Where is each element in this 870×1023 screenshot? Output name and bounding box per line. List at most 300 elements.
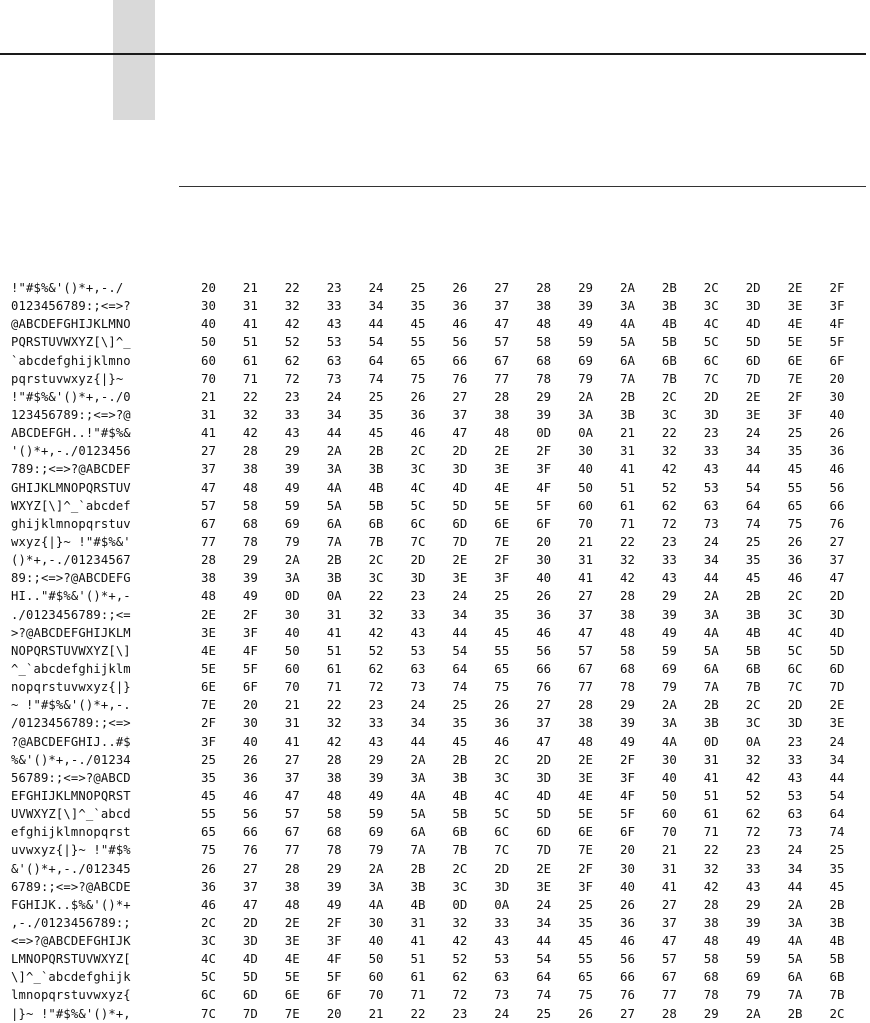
hex-cell: 3F bbox=[536, 461, 552, 477]
hex-cell: 5D bbox=[242, 969, 258, 985]
hex-cell: 48 bbox=[242, 479, 258, 495]
hex-cell: 3E bbox=[787, 298, 803, 314]
hex-cell: 60 bbox=[201, 352, 216, 368]
dump-row bbox=[0, 388, 870, 406]
ascii-text: &'()*+,-./012345 bbox=[11, 861, 131, 876]
hex-cell: 76 bbox=[620, 987, 635, 1003]
hex-cell: 6C bbox=[787, 660, 803, 676]
hex-cell: 55 bbox=[201, 806, 216, 822]
hex-cell: 41 bbox=[703, 769, 719, 785]
hex-cell: 48 bbox=[620, 624, 635, 640]
hex-cell: 55 bbox=[787, 479, 803, 495]
hex-cell: 44 bbox=[703, 570, 719, 586]
hex-cell: 5B bbox=[829, 951, 845, 967]
hex-cell: 4D bbox=[242, 951, 258, 967]
hex-cell: 69 bbox=[745, 969, 761, 985]
hex-cell: 53 bbox=[410, 642, 426, 658]
hex-cell: 47 bbox=[494, 316, 510, 332]
hex-cell: 30 bbox=[242, 715, 258, 731]
hex-cell: 7C bbox=[703, 370, 719, 386]
hex-cell: 20 bbox=[326, 1005, 342, 1021]
hex-cell: 74 bbox=[536, 987, 552, 1003]
hex-cell: 75 bbox=[410, 370, 426, 386]
hex-cell: 74 bbox=[368, 370, 384, 386]
ascii-text: uvwxyz{|}~ !"#$% bbox=[11, 843, 131, 858]
hex-cell: 33 bbox=[661, 552, 677, 568]
hex-cell: 5F bbox=[536, 497, 552, 513]
hex-cell: 6F bbox=[242, 679, 258, 695]
dump-row bbox=[0, 370, 870, 388]
hex-cell: 6C bbox=[494, 824, 510, 840]
hex-cell: 41 bbox=[578, 570, 594, 586]
hex-cell: 59 bbox=[578, 334, 594, 350]
hex-cell: 21 bbox=[578, 533, 594, 549]
hex-cell: 34 bbox=[745, 443, 761, 459]
hex-cell: 66 bbox=[829, 497, 845, 513]
hex-cell: 4A bbox=[703, 624, 719, 640]
hex-cell: 7E bbox=[578, 842, 594, 858]
hex-cell: 36 bbox=[201, 878, 216, 894]
dump-row bbox=[0, 986, 870, 1004]
hex-cell: 26 bbox=[494, 697, 510, 713]
hex-cell: 65 bbox=[494, 660, 510, 676]
hex-cell: 35 bbox=[829, 860, 845, 876]
hex-cell: 33 bbox=[410, 606, 426, 622]
hex-cell: 0D bbox=[536, 425, 552, 441]
hex-cell: 3F bbox=[787, 406, 803, 422]
hex-cell: 0D bbox=[703, 733, 719, 749]
hex-cell: 4B bbox=[452, 787, 468, 803]
hex-cell: 36 bbox=[787, 552, 803, 568]
hex-cell: 29 bbox=[745, 896, 761, 912]
chapter-tab-marker bbox=[113, 0, 155, 120]
ascii-text: /0123456789:;<=> bbox=[11, 716, 131, 731]
hex-cell: 2A bbox=[703, 588, 719, 604]
hex-cell: 6C bbox=[201, 987, 216, 1003]
hex-cell: 47 bbox=[284, 787, 300, 803]
ascii-text: PQRSTUVWXYZ[\]^_ bbox=[11, 335, 131, 350]
hex-cell: 28 bbox=[703, 896, 719, 912]
ascii-text: >?@ABCDEFGHIJKLM bbox=[11, 625, 131, 640]
hex-cell: 73 bbox=[410, 679, 426, 695]
hex-cell: 5A bbox=[410, 806, 426, 822]
hex-cell: 0D bbox=[452, 896, 468, 912]
hex-cell: 46 bbox=[201, 896, 216, 912]
hex-cell: 4F bbox=[536, 479, 552, 495]
hex-cell: 3F bbox=[494, 570, 510, 586]
hex-cell: 58 bbox=[326, 806, 342, 822]
hex-cell: 59 bbox=[284, 497, 300, 513]
dump-row bbox=[0, 460, 870, 478]
hex-cell: 43 bbox=[326, 316, 342, 332]
hex-cell: 5C bbox=[201, 969, 216, 985]
hex-cell: 44 bbox=[745, 461, 761, 477]
hex-cell: 28 bbox=[494, 388, 510, 404]
hex-cell: 49 bbox=[242, 588, 258, 604]
hex-cell: 33 bbox=[326, 298, 342, 314]
hex-cell: 37 bbox=[452, 406, 468, 422]
hex-cell: 39 bbox=[578, 298, 594, 314]
hex-cell: 24 bbox=[787, 842, 803, 858]
hex-cell: 7C bbox=[494, 842, 510, 858]
hex-cell: 3B bbox=[410, 878, 426, 894]
hex-cell: 4A bbox=[410, 787, 426, 803]
hex-cell: 7A bbox=[326, 533, 342, 549]
hex-cell: 37 bbox=[578, 606, 594, 622]
hex-cell: 3E bbox=[829, 715, 845, 731]
hex-cell: 3D bbox=[452, 461, 468, 477]
hex-cell: 25 bbox=[452, 697, 468, 713]
hex-cell: 34 bbox=[452, 606, 468, 622]
hex-cell: 5B bbox=[368, 497, 384, 513]
hex-cell: 75 bbox=[201, 842, 216, 858]
hex-cell: 6C bbox=[410, 515, 426, 531]
hex-cell: 68 bbox=[536, 352, 552, 368]
hex-cell: 4A bbox=[326, 479, 342, 495]
hex-cell: 7A bbox=[620, 370, 635, 386]
hex-cell: 35 bbox=[494, 606, 510, 622]
hex-cell: 64 bbox=[368, 352, 384, 368]
hex-cell: 46 bbox=[410, 425, 426, 441]
hex-cell: 72 bbox=[284, 370, 300, 386]
hex-cell: 63 bbox=[494, 969, 510, 985]
hex-cell: 24 bbox=[410, 697, 426, 713]
hex-cell: 22 bbox=[703, 842, 719, 858]
hex-cell: 23 bbox=[745, 842, 761, 858]
hex-cell: 21 bbox=[242, 280, 258, 295]
hex-cell: 78 bbox=[620, 679, 635, 695]
dump-row bbox=[0, 297, 870, 315]
hex-cell: 60 bbox=[368, 969, 384, 985]
ascii-text: 0123456789:;<=>? bbox=[11, 299, 131, 314]
hex-cell: 44 bbox=[452, 624, 468, 640]
hex-cell: 49 bbox=[368, 787, 384, 803]
hex-cell: 2B bbox=[452, 751, 468, 767]
hex-cell: 32 bbox=[620, 552, 635, 568]
hex-cell: 26 bbox=[829, 425, 845, 441]
dump-row bbox=[0, 823, 870, 841]
hex-cell: 55 bbox=[578, 951, 594, 967]
hex-cell: 23 bbox=[410, 588, 426, 604]
hex-cell: 5D bbox=[452, 497, 468, 513]
hex-cell: 6F bbox=[326, 987, 342, 1003]
hex-cell: 6F bbox=[829, 352, 845, 368]
hex-cell: 49 bbox=[745, 933, 761, 949]
hex-cell: 36 bbox=[829, 443, 845, 459]
hex-cell: 48 bbox=[578, 733, 594, 749]
hex-cell: 53 bbox=[703, 479, 719, 495]
dump-row bbox=[0, 569, 870, 587]
hex-cell: 21 bbox=[661, 842, 677, 858]
dump-row bbox=[0, 497, 870, 515]
hex-cell: 4A bbox=[787, 933, 803, 949]
hex-cell: 25 bbox=[536, 1005, 552, 1021]
hex-cell: 34 bbox=[410, 715, 426, 731]
hex-cell: 41 bbox=[620, 461, 635, 477]
hex-cell: 25 bbox=[578, 896, 594, 912]
hex-cell: 3C bbox=[661, 406, 677, 422]
hex-cell: 52 bbox=[368, 642, 384, 658]
ascii-text: ^_`abcdefghijklm bbox=[11, 661, 131, 676]
hex-cell: 38 bbox=[703, 914, 719, 930]
hex-cell: 7D bbox=[829, 679, 845, 695]
hex-cell: 56 bbox=[242, 806, 258, 822]
hex-cell: 52 bbox=[452, 951, 468, 967]
hex-cell: 30 bbox=[536, 552, 552, 568]
hex-cell: 36 bbox=[452, 298, 468, 314]
hex-cell: 68 bbox=[703, 969, 719, 985]
hex-cell: 45 bbox=[410, 316, 426, 332]
hex-cell: 65 bbox=[578, 969, 594, 985]
hex-cell: 38 bbox=[284, 878, 300, 894]
ascii-text: HI.."#$%&'()*+,- bbox=[11, 589, 131, 604]
hex-cell: 45 bbox=[201, 787, 216, 803]
hex-cell: 22 bbox=[242, 388, 258, 404]
hex-cell: 6B bbox=[829, 969, 845, 985]
hex-cell: 75 bbox=[578, 987, 594, 1003]
hex-cell: 22 bbox=[620, 533, 635, 549]
hex-cell: 6A bbox=[620, 352, 635, 368]
hex-cell: 30 bbox=[829, 388, 845, 404]
hex-cell: 45 bbox=[452, 733, 468, 749]
hex-cell: 24 bbox=[536, 896, 552, 912]
hex-cell: 26 bbox=[452, 280, 468, 295]
hex-cell: 67 bbox=[661, 969, 677, 985]
hex-cell: 32 bbox=[242, 406, 258, 422]
hex-cell: 44 bbox=[368, 316, 384, 332]
hex-cell: 71 bbox=[620, 515, 635, 531]
hex-cell: 2C bbox=[368, 552, 384, 568]
hex-cell: 44 bbox=[410, 733, 426, 749]
hex-cell: 31 bbox=[326, 606, 342, 622]
hex-cell: 6E bbox=[578, 824, 594, 840]
hex-cell: 3D bbox=[494, 878, 510, 894]
hex-cell: 5B bbox=[745, 642, 761, 658]
hex-cell: 33 bbox=[494, 914, 510, 930]
section-rule bbox=[179, 186, 866, 187]
hex-cell: 43 bbox=[494, 933, 510, 949]
hex-cell: 2A bbox=[787, 896, 803, 912]
dump-row bbox=[0, 860, 870, 878]
hex-cell: 29 bbox=[703, 1005, 719, 1021]
hex-cell: 7C bbox=[787, 679, 803, 695]
hex-cell: 23 bbox=[703, 425, 719, 441]
hex-cell: 25 bbox=[368, 388, 384, 404]
hex-cell: 37 bbox=[661, 914, 677, 930]
hex-cell: 62 bbox=[661, 497, 677, 513]
hex-cell: 3F bbox=[242, 624, 258, 640]
hex-cell: 5E bbox=[284, 969, 300, 985]
hex-cell: 2D bbox=[452, 443, 468, 459]
hex-cell: 40 bbox=[536, 570, 552, 586]
hex-cell: 3E bbox=[536, 878, 552, 894]
ascii-text: ()*+,-./01234567 bbox=[11, 553, 131, 568]
hex-cell: 27 bbox=[536, 697, 552, 713]
hex-cell: 39 bbox=[326, 878, 342, 894]
hex-cell: 25 bbox=[410, 280, 426, 295]
hex-cell: 4F bbox=[242, 642, 258, 658]
hex-cell: 20 bbox=[536, 533, 552, 549]
hex-cell: 7E bbox=[494, 533, 510, 549]
hex-cell: 2F bbox=[578, 860, 594, 876]
hex-cell: 39 bbox=[284, 461, 300, 477]
hex-cell: 77 bbox=[494, 370, 510, 386]
hex-cell: 32 bbox=[284, 298, 300, 314]
hex-cell: 6F bbox=[536, 515, 552, 531]
hex-cell: 28 bbox=[201, 552, 216, 568]
hex-cell: 37 bbox=[829, 552, 845, 568]
ascii-text: ~ !"#$%&'()*+,-. bbox=[11, 698, 131, 713]
dump-row bbox=[0, 896, 870, 914]
ascii-text: pqrstuvwxyz{|}~ bbox=[11, 371, 124, 386]
hex-cell: 24 bbox=[368, 280, 384, 295]
dump-row bbox=[0, 878, 870, 896]
hex-cell: 57 bbox=[284, 806, 300, 822]
hex-cell: 77 bbox=[284, 842, 300, 858]
hex-cell: 32 bbox=[703, 860, 719, 876]
hex-cell: 2C bbox=[829, 1005, 845, 1021]
hex-cell: 39 bbox=[620, 715, 635, 731]
hex-cell: 6A bbox=[410, 824, 426, 840]
hex-cell: 72 bbox=[745, 824, 761, 840]
hex-cell: 3D bbox=[703, 406, 719, 422]
hex-cell: 46 bbox=[787, 570, 803, 586]
hex-cell: 25 bbox=[787, 425, 803, 441]
hex-cell: 29 bbox=[326, 860, 342, 876]
hex-cell: 3C bbox=[745, 715, 761, 731]
hex-cell: 45 bbox=[368, 425, 384, 441]
hex-cell: 3B bbox=[368, 461, 384, 477]
hex-cell: 37 bbox=[284, 769, 300, 785]
hex-cell: 58 bbox=[536, 334, 552, 350]
hex-cell: 6F bbox=[620, 824, 635, 840]
ascii-text: ,-./0123456789:; bbox=[11, 915, 131, 930]
hex-cell: 50 bbox=[201, 334, 216, 350]
hex-cell: 3F bbox=[578, 878, 594, 894]
hex-cell: 4F bbox=[620, 787, 635, 803]
hex-cell: 41 bbox=[326, 624, 342, 640]
hex-cell: 4B bbox=[410, 896, 426, 912]
hex-cell: 6A bbox=[703, 660, 719, 676]
hex-cell: 5C bbox=[494, 806, 510, 822]
hex-cell: 65 bbox=[410, 352, 426, 368]
hex-cell: 4C bbox=[703, 316, 719, 332]
hex-cell: 23 bbox=[452, 1005, 468, 1021]
hex-cell: 30 bbox=[201, 298, 216, 314]
hex-cell: 42 bbox=[284, 316, 300, 332]
hex-cell: 25 bbox=[494, 588, 510, 604]
hex-cell: 49 bbox=[326, 896, 342, 912]
hex-cell: 32 bbox=[326, 715, 342, 731]
hex-cell: 5A bbox=[326, 497, 342, 513]
hex-cell: 4B bbox=[745, 624, 761, 640]
hex-cell: 34 bbox=[703, 552, 719, 568]
hex-cell: 26 bbox=[536, 588, 552, 604]
hex-cell: 3B bbox=[326, 570, 342, 586]
hex-cell: 43 bbox=[410, 624, 426, 640]
hex-cell: 79 bbox=[368, 842, 384, 858]
hex-cell: 79 bbox=[745, 987, 761, 1003]
hex-cell: 44 bbox=[536, 933, 552, 949]
hex-cell: 4A bbox=[368, 896, 384, 912]
hex-cell: 28 bbox=[284, 860, 300, 876]
hex-cell: 0A bbox=[578, 425, 594, 441]
hex-cell: 29 bbox=[620, 697, 635, 713]
hex-cell: 4B bbox=[829, 933, 845, 949]
hex-cell: 48 bbox=[284, 896, 300, 912]
hex-cell: 7B bbox=[368, 533, 384, 549]
ascii-text: nopqrstuvwxyz{|} bbox=[11, 680, 131, 695]
hex-cell: 57 bbox=[661, 951, 677, 967]
hex-cell: 2F bbox=[326, 914, 342, 930]
hex-cell: 35 bbox=[745, 552, 761, 568]
hex-cell: 6B bbox=[745, 660, 761, 676]
hex-cell: 78 bbox=[326, 842, 342, 858]
dump-row bbox=[0, 587, 870, 605]
hex-cell: 64 bbox=[452, 660, 468, 676]
hex-cell: 5D bbox=[829, 642, 845, 658]
hex-cell: 26 bbox=[787, 533, 803, 549]
hex-cell: 53 bbox=[494, 951, 510, 967]
hex-cell: 4E bbox=[494, 479, 510, 495]
hex-cell: 3B bbox=[745, 606, 761, 622]
hex-cell: 28 bbox=[326, 751, 342, 767]
hex-cell: 5A bbox=[787, 951, 803, 967]
hex-cell: 0D bbox=[284, 588, 300, 604]
hex-cell: 3C bbox=[703, 298, 719, 314]
hex-cell: 2F bbox=[494, 552, 510, 568]
hex-cell: 50 bbox=[368, 951, 384, 967]
hex-cell: 79 bbox=[284, 533, 300, 549]
hex-cell: 71 bbox=[326, 679, 342, 695]
hex-cell: 3D bbox=[410, 570, 426, 586]
hex-cell: 35 bbox=[452, 715, 468, 731]
hex-cell: 51 bbox=[242, 334, 258, 350]
hex-cell: 46 bbox=[536, 624, 552, 640]
hex-cell: 54 bbox=[829, 787, 845, 803]
hex-cell: 54 bbox=[452, 642, 468, 658]
hex-cell: 3B bbox=[829, 914, 845, 930]
hex-cell: 56 bbox=[452, 334, 468, 350]
hex-cell: 39 bbox=[661, 606, 677, 622]
hex-cell: 45 bbox=[745, 570, 761, 586]
hex-cell: 4E bbox=[201, 642, 216, 658]
hex-cell: 2B bbox=[326, 552, 342, 568]
hex-cell: 34 bbox=[787, 860, 803, 876]
hex-cell: 66 bbox=[620, 969, 635, 985]
hex-cell: 43 bbox=[368, 733, 384, 749]
hex-cell: 2D bbox=[787, 697, 803, 713]
hex-cell: 40 bbox=[829, 406, 845, 422]
hex-cell: 50 bbox=[578, 479, 594, 495]
hex-cell: 3E bbox=[578, 769, 594, 785]
hex-cell: 2E bbox=[745, 388, 761, 404]
hex-cell: 25 bbox=[745, 533, 761, 549]
hex-cell: 2B bbox=[745, 588, 761, 604]
dump-row bbox=[0, 932, 870, 950]
ascii-text: '()*+,-./0123456 bbox=[11, 444, 131, 459]
hex-cell: 24 bbox=[829, 733, 845, 749]
hex-cell: 29 bbox=[578, 280, 594, 295]
dump-row bbox=[0, 442, 870, 460]
hex-cell: 22 bbox=[326, 697, 342, 713]
hex-cell: 2C bbox=[410, 443, 426, 459]
hex-cell: 49 bbox=[620, 733, 635, 749]
hex-cell: 5C bbox=[703, 334, 719, 350]
ascii-text: ./0123456789:;<= bbox=[11, 607, 131, 622]
hex-cell: 40 bbox=[661, 769, 677, 785]
ascii-text: %&'()*+,-./01234 bbox=[11, 752, 131, 767]
